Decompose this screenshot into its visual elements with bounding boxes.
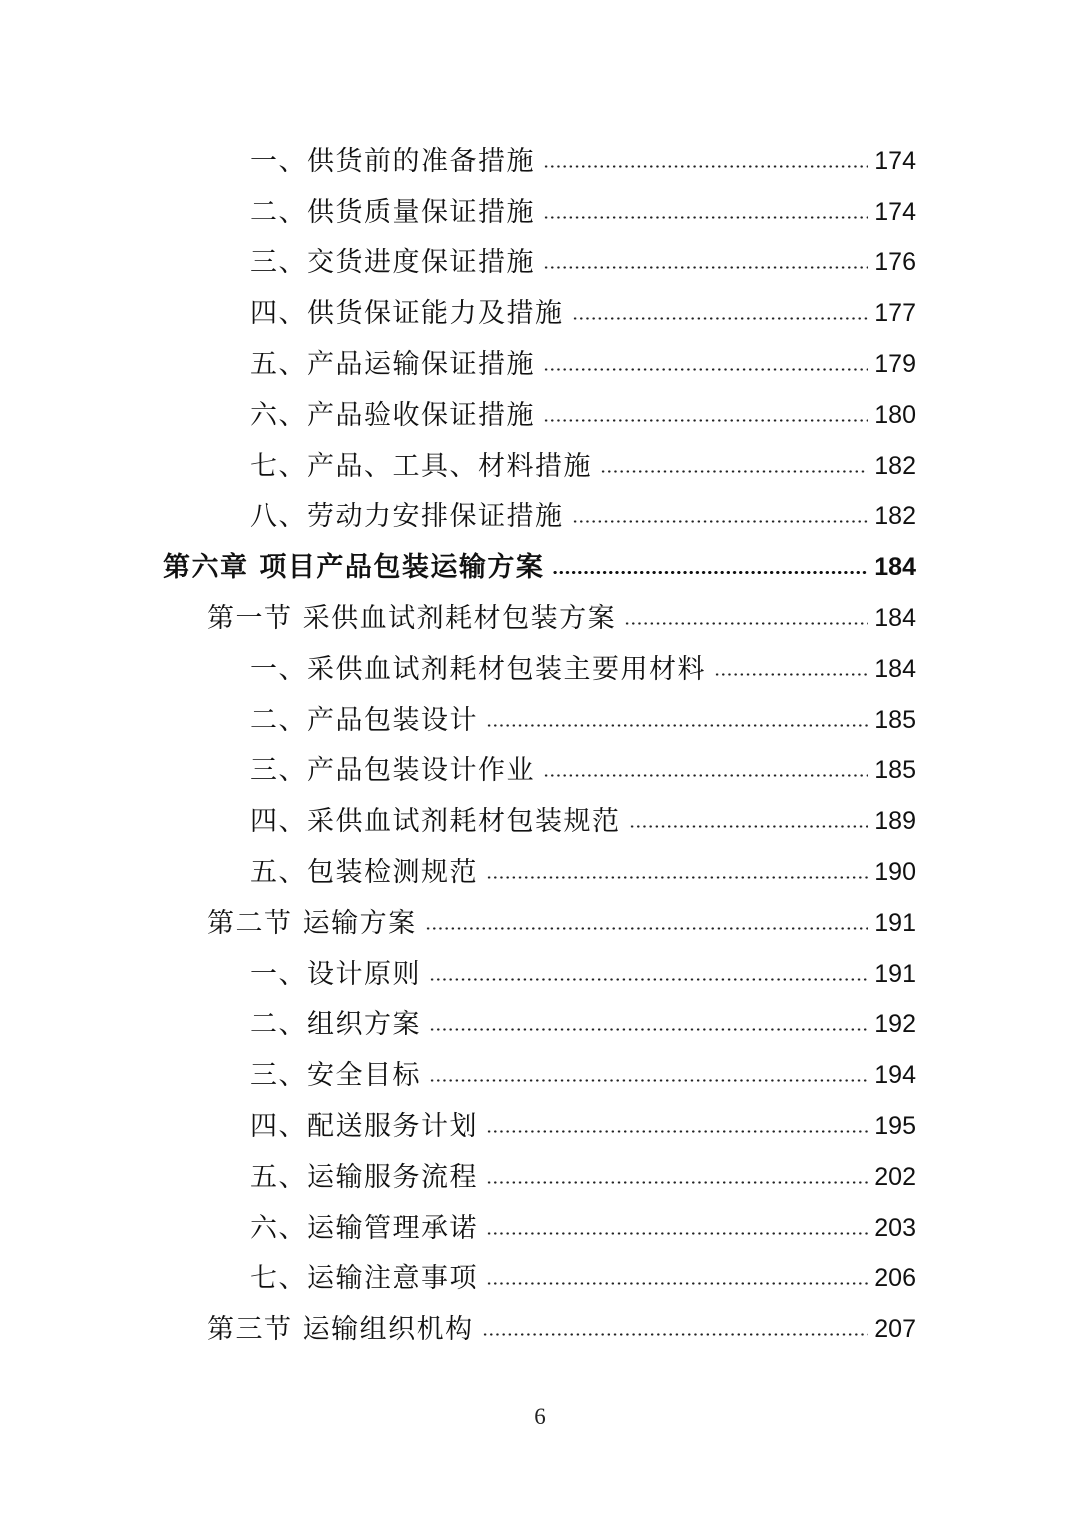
- toc-entry-page: 203: [874, 1213, 916, 1242]
- toc-entry-page: 184: [874, 604, 916, 633]
- toc-subsection-entry[interactable]: [0, 1203, 1080, 1254]
- toc-entry-title: 五、产品运输保证措施: [250, 349, 535, 381]
- toc-entry-title: 一、采供血试剂耗材包装主要用材料: [250, 653, 706, 685]
- toc-entry-page: 185: [874, 705, 916, 734]
- toc-entry-title: 三、安全目标: [250, 1060, 421, 1092]
- toc-subsection-entry[interactable]: [0, 339, 1080, 390]
- toc-subsection-entry[interactable]: [0, 1101, 1080, 1152]
- toc-entry-title: 二、组织方案: [250, 1009, 421, 1041]
- dot-leader: [486, 1181, 868, 1184]
- dot-leader: [543, 216, 868, 219]
- toc-entry-title: 四、配送服务计划: [250, 1111, 478, 1143]
- toc-subsection-entry[interactable]: [0, 390, 1080, 441]
- table-of-contents: [0, 136, 1080, 1355]
- toc-entry-page: 176: [874, 248, 916, 277]
- dot-leader: [429, 978, 868, 981]
- toc-entry-page: 194: [874, 1061, 916, 1090]
- toc-entry-page: 191: [874, 959, 916, 988]
- toc-subsection-entry[interactable]: [0, 136, 1080, 187]
- toc-subsection-entry[interactable]: [0, 1050, 1080, 1101]
- toc-entry-page: 182: [874, 502, 916, 531]
- toc-subsection-entry[interactable]: [0, 288, 1080, 339]
- toc-entry-page: 207: [874, 1315, 916, 1344]
- toc-entry-title: 四、采供血试剂耗材包装规范: [250, 806, 621, 838]
- toc-subsection-entry[interactable]: [0, 238, 1080, 289]
- toc-entry-title: 五、包装检测规范: [250, 857, 478, 889]
- toc-entry-page: 192: [874, 1010, 916, 1039]
- dot-leader: [486, 1130, 868, 1133]
- toc-entry-title: 一、设计原则: [250, 958, 421, 990]
- toc-entry-title: 六、运输管理承诺: [250, 1212, 478, 1244]
- toc-entry-page: 202: [874, 1162, 916, 1191]
- toc-subsection-entry[interactable]: [0, 796, 1080, 847]
- dot-leader: [543, 419, 868, 422]
- toc-entry-page: 206: [874, 1264, 916, 1293]
- dot-leader: [486, 876, 868, 879]
- toc-entry-title: 八、劳动力安排保证措施: [250, 501, 564, 533]
- toc-entry-page: 189: [874, 807, 916, 836]
- dot-leader: [486, 724, 868, 727]
- toc-entry-page: 190: [874, 858, 916, 887]
- toc-entry-title: 七、运输注意事项: [250, 1263, 478, 1295]
- toc-subsection-entry[interactable]: [0, 441, 1080, 492]
- toc-entry-page: 184: [874, 654, 916, 683]
- toc-entry-title: 三、交货进度保证措施: [250, 247, 535, 279]
- toc-subsection-entry[interactable]: [0, 746, 1080, 797]
- toc-entry-page: 185: [874, 756, 916, 785]
- toc-entry-title: 第六章 项目产品包装运输方案: [163, 552, 545, 584]
- toc-subsection-entry[interactable]: [0, 492, 1080, 543]
- dot-leader: [543, 266, 868, 269]
- toc-entry-title: 四、供货保证能力及措施: [250, 298, 564, 330]
- toc-section-entry[interactable]: [0, 898, 1080, 949]
- dot-leader: [714, 673, 868, 676]
- toc-subsection-entry[interactable]: [0, 1152, 1080, 1203]
- dot-leader: [572, 317, 869, 320]
- toc-entry-title: 第一节 采供血试剂耗材包装方案: [207, 603, 617, 635]
- toc-entry-title: 七、产品、工具、材料措施: [250, 450, 592, 482]
- toc-entry-title: 二、供货质量保证措施: [250, 196, 535, 228]
- toc-subsection-entry[interactable]: [0, 644, 1080, 695]
- dot-leader: [543, 368, 868, 371]
- dot-leader: [572, 520, 869, 523]
- toc-entry-page: 174: [874, 146, 916, 175]
- toc-entry-page: 184: [874, 553, 916, 582]
- dot-leader: [429, 1079, 868, 1082]
- dot-leader: [543, 165, 868, 168]
- dot-leader: [486, 1232, 868, 1235]
- dot-leader: [600, 470, 868, 473]
- toc-entry-page: 195: [874, 1112, 916, 1141]
- toc-entry-title: 五、运输服务流程: [250, 1161, 478, 1193]
- toc-chapter-entry[interactable]: [0, 542, 1080, 593]
- dot-leader: [543, 774, 868, 777]
- toc-entry-title: 二、产品包装设计: [250, 704, 478, 736]
- toc-entry-page: 177: [874, 299, 916, 328]
- toc-entry-title: 三、产品包装设计作业: [250, 755, 535, 787]
- toc-entry-title: 第二节 运输方案: [207, 907, 417, 939]
- toc-subsection-entry[interactable]: [0, 1000, 1080, 1051]
- toc-subsection-entry[interactable]: [0, 847, 1080, 898]
- toc-subsection-entry[interactable]: [0, 695, 1080, 746]
- toc-entry-title: 一、供货前的准备措施: [250, 145, 535, 177]
- toc-entry-page: 191: [874, 908, 916, 937]
- toc-entry-page: 179: [874, 350, 916, 379]
- dot-leader: [429, 1028, 868, 1031]
- toc-subsection-entry[interactable]: [0, 1254, 1080, 1305]
- toc-entry-title: 六、产品验收保证措施: [250, 399, 535, 431]
- dot-leader: [425, 927, 869, 930]
- toc-entry-page: 174: [874, 197, 916, 226]
- toc-entry-title: 第三节 运输组织机构: [207, 1314, 474, 1346]
- toc-entry-page: 180: [874, 400, 916, 429]
- dot-leader: [482, 1333, 869, 1336]
- page-number: 6: [534, 1404, 546, 1429]
- toc-section-entry[interactable]: [0, 593, 1080, 644]
- toc-subsection-entry[interactable]: [0, 187, 1080, 238]
- dot-leader: [629, 825, 869, 828]
- toc-subsection-entry[interactable]: [0, 949, 1080, 1000]
- toc-section-entry[interactable]: [0, 1304, 1080, 1355]
- dot-leader: [552, 571, 868, 574]
- dot-leader: [486, 1282, 868, 1285]
- toc-entry-page: 182: [874, 451, 916, 480]
- dot-leader: [624, 622, 868, 625]
